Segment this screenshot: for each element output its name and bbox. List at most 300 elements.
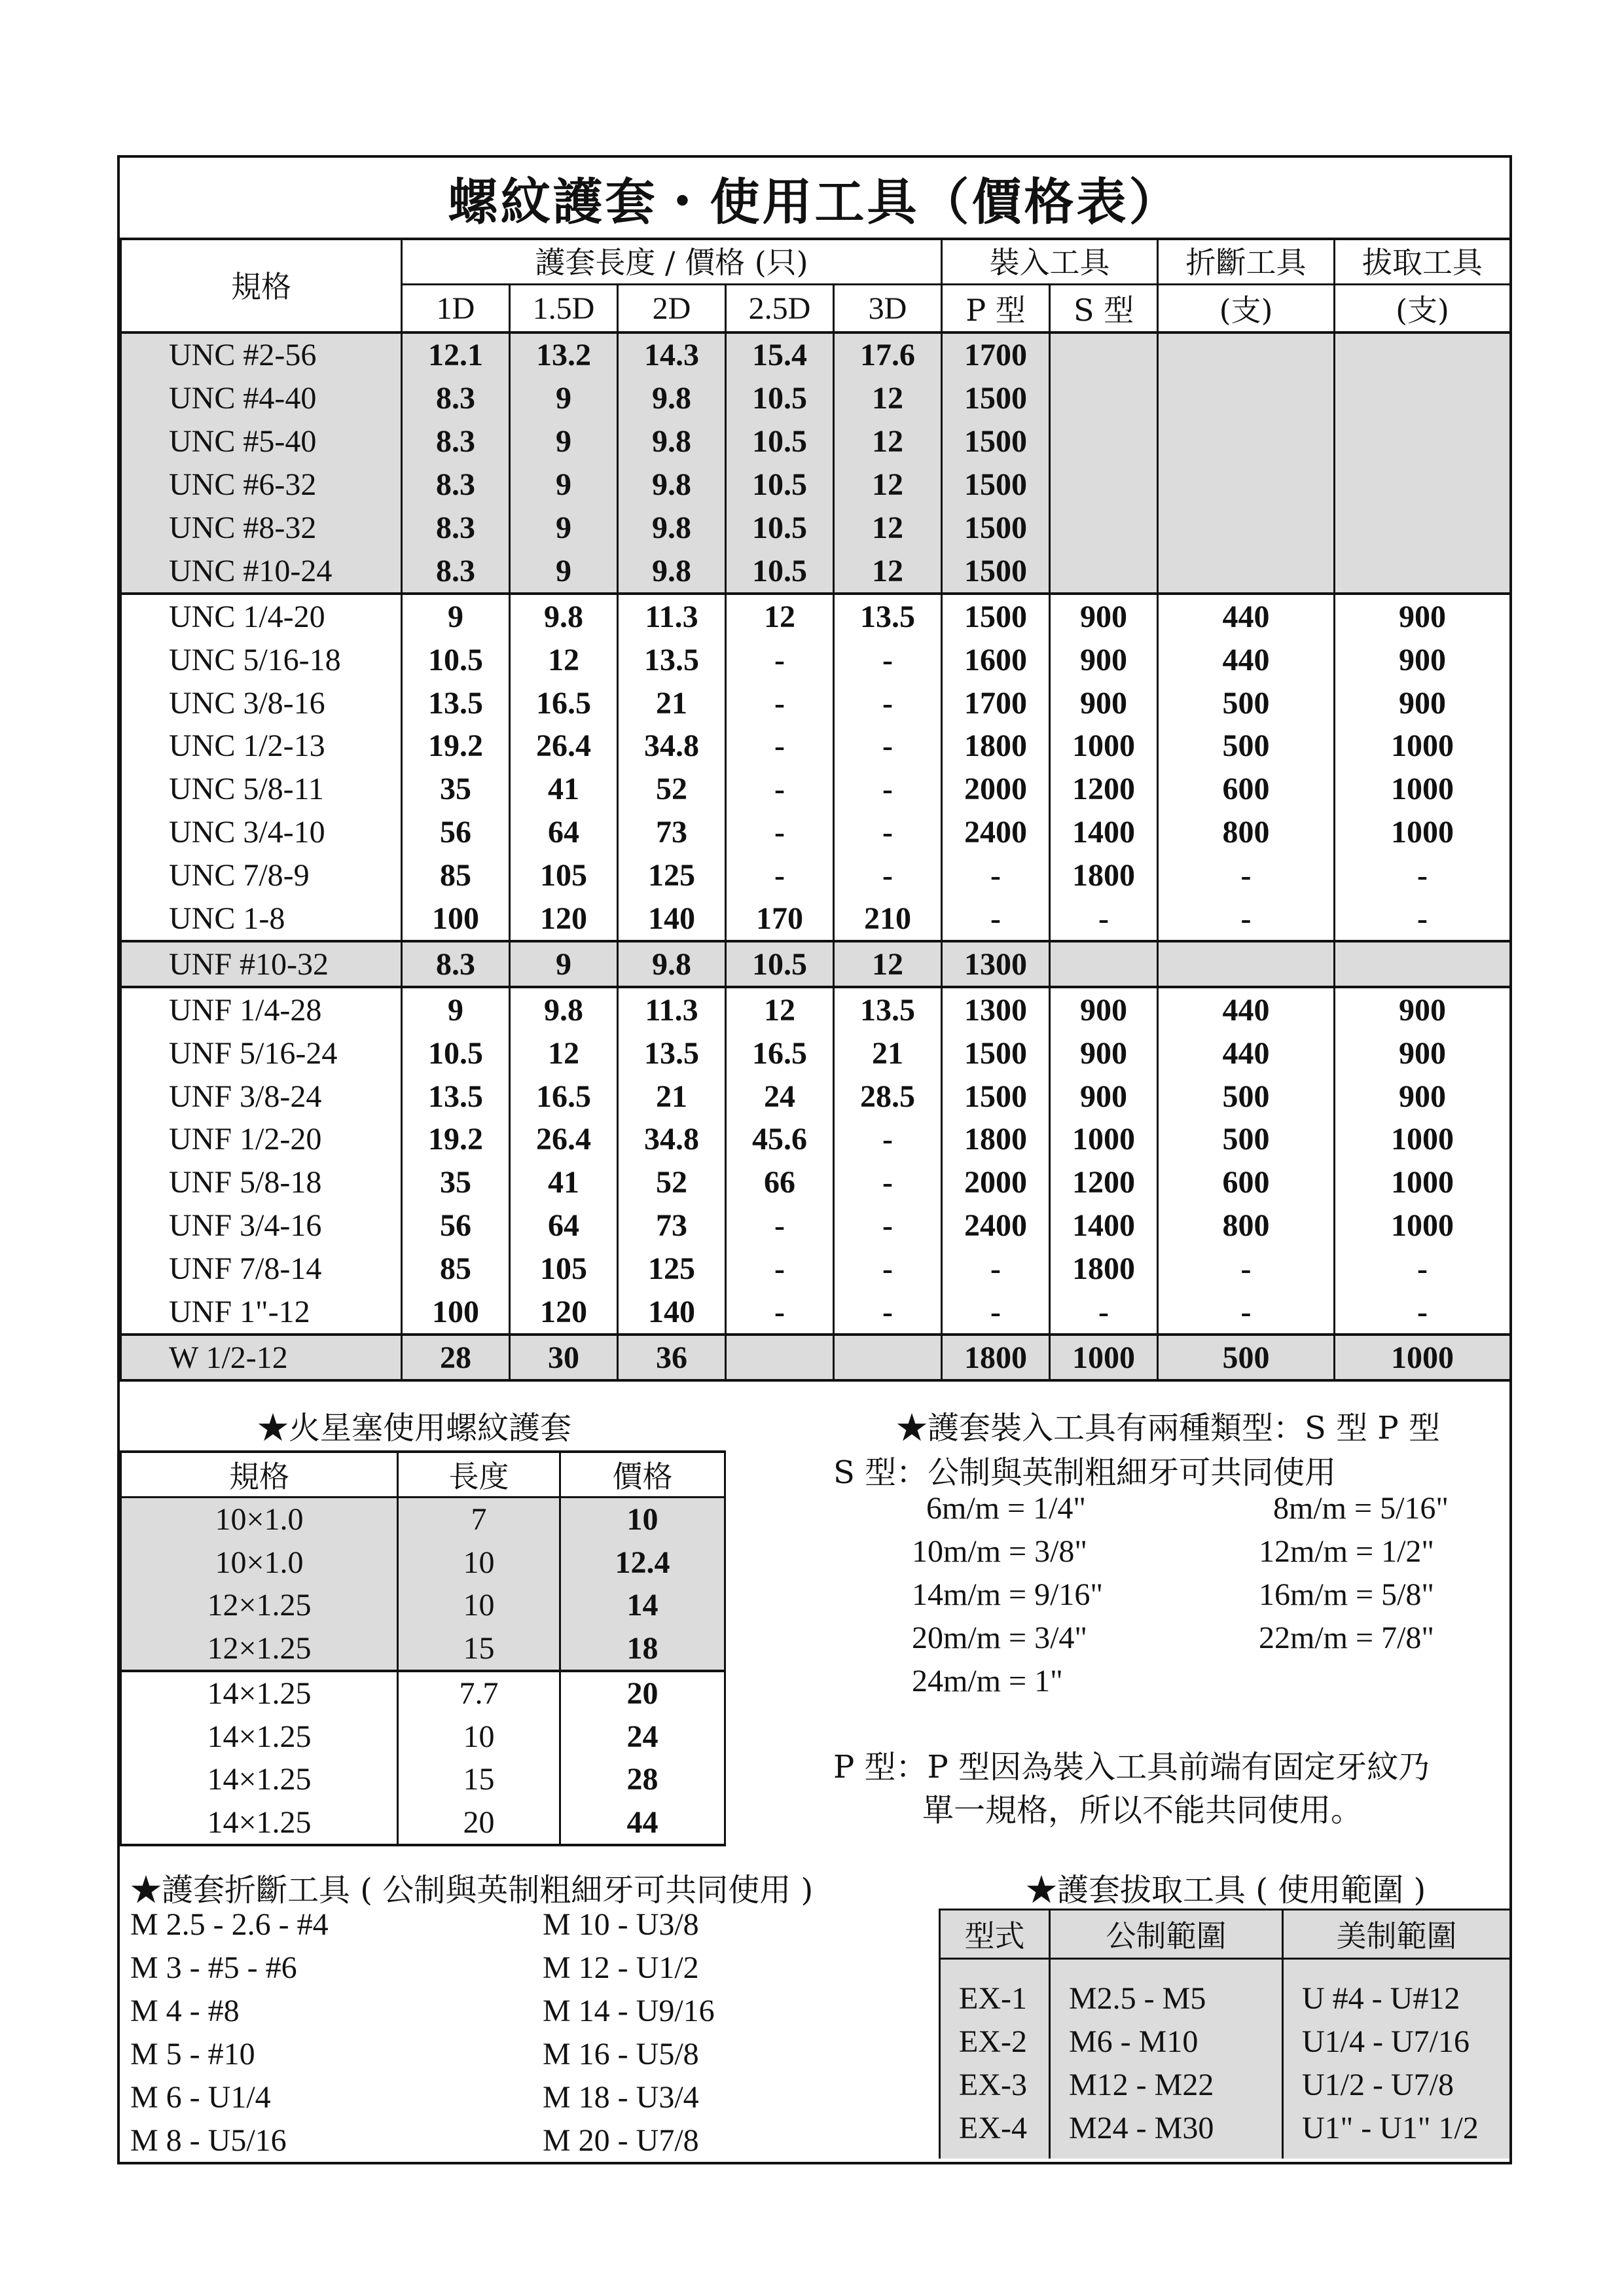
value-cell: 10.5 (726, 377, 834, 420)
spark-price-cell: 44 (560, 1801, 725, 1846)
remove-type-cell: EX-3 (940, 2063, 1050, 2106)
spark-length-cell: 7 (398, 1498, 560, 1541)
table-row (121, 1758, 725, 1801)
conversion-left: 6m/m = 1/4" (926, 1491, 1087, 1526)
value-cell: 17.6 (834, 332, 942, 377)
value-cell (1335, 507, 1511, 550)
value-cell: 9.8 (618, 420, 726, 463)
value-cell (1335, 377, 1511, 420)
p-type-description-1: P 型：P 型因為裝入工具前端有固定牙紋乃 (833, 1749, 1430, 1785)
spec-cell: UNC 1-8 (121, 897, 402, 942)
spark-spec-cell: 14×1.25 (121, 1758, 398, 1801)
value-cell: 16.5 (510, 681, 618, 725)
spark-length-cell: 7.7 (398, 1671, 560, 1715)
value-cell: 140 (618, 897, 726, 942)
spec-cell: UNF 1/4-28 (121, 987, 402, 1031)
value-cell: 64 (510, 1204, 618, 1247)
value-cell: 28 (402, 1335, 510, 1380)
conversion-left: 20m/m = 3/4" (912, 1621, 1088, 1655)
value-cell: 8.3 (402, 941, 510, 987)
value-cell: 13.2 (510, 332, 618, 377)
value-cell: 24 (726, 1075, 834, 1118)
table-row (121, 725, 1511, 768)
value-cell (1050, 420, 1158, 463)
table-row (121, 1627, 725, 1672)
spec-cell: UNC 7/8-9 (121, 854, 402, 897)
value-cell: 1000 (1050, 1335, 1158, 1380)
spark-price-cell: 20 (560, 1671, 725, 1715)
value-cell: 15.4 (726, 332, 834, 377)
table-row (121, 897, 1511, 942)
value-cell (1158, 507, 1335, 550)
value-cell: 1800 (942, 1335, 1050, 1380)
spark-length-cell: 10 (398, 1715, 560, 1759)
table-row (121, 638, 1511, 681)
value-cell: 34.8 (618, 1118, 726, 1161)
table-row (121, 463, 1511, 507)
value-cell: - (1335, 1247, 1511, 1291)
value-cell: 170 (726, 897, 834, 942)
value-cell: 52 (618, 1161, 726, 1204)
value-cell: 2000 (942, 1161, 1050, 1204)
value-cell: - (834, 1247, 942, 1291)
value-cell: - (942, 1247, 1050, 1291)
value-cell: 500 (1158, 681, 1335, 725)
spec-cell: UNF 1/2-20 (121, 1118, 402, 1161)
break-tool-item: M 3 - #5 - #6 (130, 1950, 297, 1985)
value-cell (1158, 549, 1335, 594)
table-row (121, 377, 1511, 420)
conversion-left: 24m/m = 1" (912, 1664, 1063, 1698)
spark-spec-cell: 14×1.25 (121, 1801, 398, 1846)
spec-cell: UNF 3/4-16 (121, 1204, 402, 1247)
value-cell: 900 (1335, 1031, 1511, 1075)
value-cell: 1000 (1335, 1335, 1511, 1380)
spark-spec-cell: 14×1.25 (121, 1671, 398, 1715)
value-cell: 1700 (942, 332, 1050, 377)
value-cell: 2400 (942, 811, 1050, 854)
value-cell: 12 (834, 941, 942, 987)
value-cell: 45.6 (726, 1118, 834, 1161)
value-cell (1335, 941, 1511, 987)
header-p-type: P 型 (942, 285, 1050, 333)
value-cell: 440 (1158, 987, 1335, 1031)
value-cell: 900 (1050, 987, 1158, 1031)
value-cell: 1000 (1335, 1118, 1511, 1161)
spark-length-cell: 10 (398, 1584, 560, 1627)
value-cell: 100 (402, 1291, 510, 1335)
value-cell: - (834, 1204, 942, 1247)
remove-header-metric: 公制範圍 (1050, 1910, 1283, 1959)
spec-cell: UNC 5/8-11 (121, 768, 402, 811)
value-cell (1335, 332, 1511, 377)
spark-length-cell: 20 (398, 1801, 560, 1846)
value-cell: 1800 (942, 725, 1050, 768)
spark-price-cell: 10 (560, 1498, 725, 1541)
value-cell: 1000 (1050, 725, 1158, 768)
value-cell: 1000 (1335, 811, 1511, 854)
value-cell: 900 (1335, 987, 1511, 1031)
value-cell: 120 (510, 897, 618, 942)
value-cell: 900 (1050, 594, 1158, 638)
table-row (940, 2106, 1511, 2159)
table-row (121, 1584, 725, 1627)
remove-type-cell: EX-4 (940, 2106, 1050, 2159)
value-cell: 8.3 (402, 549, 510, 594)
table-row (121, 1161, 1511, 1204)
header-break-tool: 折斷工具 (1158, 238, 1335, 285)
value-cell: 1000 (1335, 1161, 1511, 1204)
value-cell: 8.3 (402, 420, 510, 463)
value-cell: 12 (834, 549, 942, 594)
table-row (121, 1671, 725, 1715)
spark-price-cell: 28 (560, 1758, 725, 1801)
value-cell: 1500 (942, 377, 1050, 420)
price-sheet (117, 155, 1512, 2164)
p-type-description-2: 單一規格，所以不能共同使用。 (922, 1792, 1363, 1829)
value-cell: 900 (1050, 681, 1158, 725)
header-1d: 1D (402, 285, 510, 333)
spark-spec-cell: 12×1.25 (121, 1584, 398, 1627)
spark-price-cell: 18 (560, 1627, 725, 1672)
value-cell: 105 (510, 1247, 618, 1291)
value-cell: 9.8 (510, 987, 618, 1031)
value-cell (1050, 507, 1158, 550)
spark-spec-cell: 10×1.0 (121, 1541, 398, 1585)
value-cell: 19.2 (402, 1118, 510, 1161)
value-cell: 900 (1335, 594, 1511, 638)
value-cell: - (834, 638, 942, 681)
value-cell (1335, 549, 1511, 594)
spark-header-price: 價格 (560, 1452, 725, 1498)
value-cell: 28.5 (834, 1075, 942, 1118)
table-row (121, 332, 1511, 377)
value-cell: - (942, 1291, 1050, 1335)
spec-cell: UNF 7/8-14 (121, 1247, 402, 1291)
value-cell: 12 (834, 507, 942, 550)
value-cell: 1700 (942, 681, 1050, 725)
spec-cell: UNC 5/16-18 (121, 638, 402, 681)
value-cell: 26.4 (510, 1118, 618, 1161)
header-remove-unit: (支) (1335, 285, 1511, 333)
value-cell: 73 (618, 1204, 726, 1247)
remove-metric-cell: M24 - M30 (1050, 2106, 1283, 2159)
header-3d: 3D (834, 285, 942, 333)
value-cell: - (726, 725, 834, 768)
value-cell: 13.5 (834, 594, 942, 638)
value-cell: 1000 (1335, 1204, 1511, 1247)
value-cell: 1500 (942, 463, 1050, 507)
header-break-unit: (支) (1158, 285, 1335, 333)
spec-cell: W 1/2-12 (121, 1335, 402, 1380)
spec-cell: UNC #8-32 (121, 507, 402, 550)
value-cell: 1200 (1050, 768, 1158, 811)
s-type-description: S 型：公制與英制粗細牙可共同使用 (833, 1454, 1337, 1491)
remove-tool-title: ★護套拔取工具 ( 使用範圍 ) (1026, 1872, 1426, 1909)
spark-price-cell: 14 (560, 1584, 725, 1627)
table-row (121, 1118, 1511, 1161)
spec-cell: UNC #5-40 (121, 420, 402, 463)
value-cell: 10.5 (726, 420, 834, 463)
spec-cell: UNF 5/8-18 (121, 1161, 402, 1204)
value-cell: 9.8 (618, 507, 726, 550)
value-cell: 1800 (942, 1118, 1050, 1161)
break-tool-item: M 2.5 - 2.6 - #4 (130, 1907, 329, 1942)
header-s-type: S 型 (1050, 285, 1158, 333)
spark-length-cell: 15 (398, 1758, 560, 1801)
value-cell: 13.5 (402, 1075, 510, 1118)
value-cell: 1500 (942, 549, 1050, 594)
conversion-right: 22m/m = 7/8" (1259, 1621, 1435, 1655)
value-cell: 30 (510, 1335, 618, 1380)
value-cell: 21 (618, 681, 726, 725)
value-cell: 21 (618, 1075, 726, 1118)
value-cell: 900 (1335, 1075, 1511, 1118)
table-row (121, 420, 1511, 463)
value-cell: 120 (510, 1291, 618, 1335)
value-cell: 12.1 (402, 332, 510, 377)
value-cell: 210 (834, 897, 942, 942)
value-cell: 64 (510, 811, 618, 854)
value-cell (726, 1335, 834, 1380)
remove-header-us: 美制範圍 (1283, 1910, 1511, 1959)
spark-length-cell: 10 (398, 1541, 560, 1585)
value-cell: 1200 (1050, 1161, 1158, 1204)
table-row (121, 1541, 725, 1585)
table-row (940, 1959, 1511, 2020)
spec-cell: UNC #10-24 (121, 549, 402, 594)
value-cell: - (726, 638, 834, 681)
value-cell: 10.5 (726, 549, 834, 594)
value-cell: 41 (510, 1161, 618, 1204)
value-cell: 1000 (1050, 1118, 1158, 1161)
remove-type-cell: EX-2 (940, 2020, 1050, 2063)
value-cell: 500 (1158, 1075, 1335, 1118)
value-cell: 1400 (1050, 811, 1158, 854)
value-cell (1158, 332, 1335, 377)
value-cell: 12 (834, 463, 942, 507)
value-cell: - (726, 1291, 834, 1335)
value-cell: 105 (510, 854, 618, 897)
value-cell (1335, 463, 1511, 507)
table-row (121, 1031, 1511, 1075)
spark-header-spec: 規格 (121, 1452, 398, 1498)
value-cell: - (834, 1161, 942, 1204)
value-cell: 9 (510, 463, 618, 507)
spec-cell: UNC 1/4-20 (121, 594, 402, 638)
table-row (121, 941, 1511, 987)
spark-header-length: 長度 (398, 1452, 560, 1498)
value-cell: 600 (1158, 768, 1335, 811)
value-cell: 13.5 (618, 1031, 726, 1075)
table-row (121, 1204, 1511, 1247)
value-cell: 500 (1158, 1335, 1335, 1380)
table-row (121, 768, 1511, 811)
value-cell: - (834, 1118, 942, 1161)
value-cell: - (726, 811, 834, 854)
value-cell: - (834, 854, 942, 897)
header-spec: 規格 (121, 238, 402, 332)
table-row (121, 811, 1511, 854)
value-cell: - (726, 854, 834, 897)
spark-spec-cell: 10×1.0 (121, 1498, 398, 1541)
value-cell: 2000 (942, 768, 1050, 811)
value-cell: 500 (1158, 1118, 1335, 1161)
value-cell (1050, 332, 1158, 377)
value-cell: 500 (1158, 725, 1335, 768)
value-cell (1050, 463, 1158, 507)
spec-cell: UNC #4-40 (121, 377, 402, 420)
spark-length-cell: 15 (398, 1627, 560, 1672)
value-cell: 9.8 (618, 463, 726, 507)
value-cell: 8.3 (402, 507, 510, 550)
value-cell: 36 (618, 1335, 726, 1380)
value-cell: 16.5 (726, 1031, 834, 1075)
remove-us-cell: U1/2 - U7/8 (1283, 2063, 1511, 2106)
spec-cell: UNC #2-56 (121, 332, 402, 377)
table-row (121, 1335, 1511, 1380)
value-cell: 1800 (1050, 1247, 1158, 1291)
value-cell: - (834, 811, 942, 854)
value-cell: 125 (618, 1247, 726, 1291)
value-cell: - (726, 768, 834, 811)
value-cell (1158, 377, 1335, 420)
value-cell: 9 (510, 941, 618, 987)
value-cell: - (834, 725, 942, 768)
table-row (121, 594, 1511, 638)
value-cell: 56 (402, 811, 510, 854)
table-row (121, 1247, 1511, 1291)
value-cell: 13.5 (618, 638, 726, 681)
value-cell: 900 (1050, 638, 1158, 681)
value-cell: 9.8 (618, 941, 726, 987)
break-tool-item: M 16 - U5/8 (543, 2037, 699, 2072)
conversion-right: 8m/m = 5/16" (1273, 1491, 1449, 1526)
value-cell: 35 (402, 1161, 510, 1204)
value-cell: - (726, 681, 834, 725)
value-cell: - (1158, 854, 1335, 897)
break-tool-item: M 18 - U3/4 (543, 2080, 699, 2115)
spec-cell: UNF #10-32 (121, 941, 402, 987)
value-cell: 9.8 (510, 594, 618, 638)
value-cell: 13.5 (402, 681, 510, 725)
value-cell: 41 (510, 768, 618, 811)
value-cell (1050, 941, 1158, 987)
value-cell: 440 (1158, 1031, 1335, 1075)
spec-cell: UNC 3/8-16 (121, 681, 402, 725)
spec-cell: UNC 1/2-13 (121, 725, 402, 768)
table-row (121, 854, 1511, 897)
conversion-right: 12m/m = 1/2" (1259, 1534, 1435, 1569)
table-row (121, 681, 1511, 725)
value-cell: 13.5 (834, 987, 942, 1031)
value-cell: - (1335, 897, 1511, 942)
value-cell: 9 (510, 420, 618, 463)
value-cell: 85 (402, 1247, 510, 1291)
value-cell: 52 (618, 768, 726, 811)
value-cell: 12 (834, 377, 942, 420)
value-cell: 1500 (942, 594, 1050, 638)
table-row (121, 1715, 725, 1759)
value-cell: 10.5 (726, 507, 834, 550)
value-cell: 12 (726, 594, 834, 638)
value-cell: 9.8 (618, 377, 726, 420)
value-cell: 900 (1050, 1031, 1158, 1075)
table-row (121, 549, 1511, 594)
value-cell: - (834, 1291, 942, 1335)
spec-cell: UNC 3/4-10 (121, 811, 402, 854)
value-cell: 14.3 (618, 332, 726, 377)
break-tool-title: ★護套折斷工具 ( 公制與英制粗細牙可共同使用 ) (130, 1872, 814, 1909)
value-cell: 800 (1158, 1204, 1335, 1247)
value-cell: 9.8 (618, 549, 726, 594)
break-tool-item: M 5 - #10 (130, 2037, 255, 2072)
value-cell: 85 (402, 854, 510, 897)
value-cell: 440 (1158, 638, 1335, 681)
value-cell: - (834, 768, 942, 811)
spec-cell: UNF 1"-12 (121, 1291, 402, 1335)
value-cell: 10.5 (402, 1031, 510, 1075)
value-cell: 66 (726, 1161, 834, 1204)
break-tool-item: M 12 - U1/2 (543, 1950, 699, 1985)
value-cell: 140 (618, 1291, 726, 1335)
conversion-right: 16m/m = 5/8" (1259, 1577, 1435, 1612)
value-cell: 9 (510, 377, 618, 420)
value-cell: 12 (510, 638, 618, 681)
header-install-tool: 裝入工具 (942, 238, 1158, 285)
remove-us-cell: U1/4 - U7/16 (1283, 2020, 1511, 2063)
remove-tool-table (939, 1909, 1511, 2159)
spark-price-cell: 24 (560, 1715, 725, 1759)
break-tool-item: M 8 - U5/16 (130, 2123, 287, 2158)
value-cell: 9 (402, 987, 510, 1031)
value-cell: 900 (1335, 681, 1511, 725)
value-cell: 1300 (942, 987, 1050, 1031)
remove-metric-cell: M6 - M10 (1050, 2020, 1283, 2063)
install-tool-title: ★護套裝入工具有兩種類型：S 型 P 型 (896, 1410, 1440, 1446)
value-cell: 56 (402, 1204, 510, 1247)
spark-price-cell: 12.4 (560, 1541, 725, 1585)
value-cell: 100 (402, 897, 510, 942)
break-tool-item: M 20 - U7/8 (543, 2123, 699, 2158)
value-cell: 35 (402, 768, 510, 811)
value-cell: 1800 (1050, 854, 1158, 897)
remove-us-cell: U1" - U1" 1/2 (1283, 2106, 1511, 2159)
spark-plug-title: ★火星塞使用螺紋護套 (257, 1410, 572, 1446)
value-cell: - (1158, 897, 1335, 942)
table-row (940, 2063, 1511, 2106)
header-2-5d: 2.5D (726, 285, 834, 333)
break-tool-item: M 4 - #8 (130, 1994, 240, 2028)
value-cell (1158, 463, 1335, 507)
value-cell: 9 (402, 594, 510, 638)
value-cell: - (834, 681, 942, 725)
value-cell: 9 (510, 549, 618, 594)
value-cell: - (726, 1247, 834, 1291)
value-cell: 600 (1158, 1161, 1335, 1204)
table-row (121, 1075, 1511, 1118)
value-cell (1158, 420, 1335, 463)
value-cell: - (1158, 1247, 1335, 1291)
value-cell: 9 (510, 507, 618, 550)
value-cell: - (726, 1204, 834, 1247)
value-cell: - (1050, 1291, 1158, 1335)
header-remove-tool: 拔取工具 (1335, 238, 1511, 285)
value-cell (834, 1335, 942, 1380)
table-row (121, 1498, 725, 1541)
value-cell: 11.3 (618, 594, 726, 638)
value-cell: 8.3 (402, 463, 510, 507)
